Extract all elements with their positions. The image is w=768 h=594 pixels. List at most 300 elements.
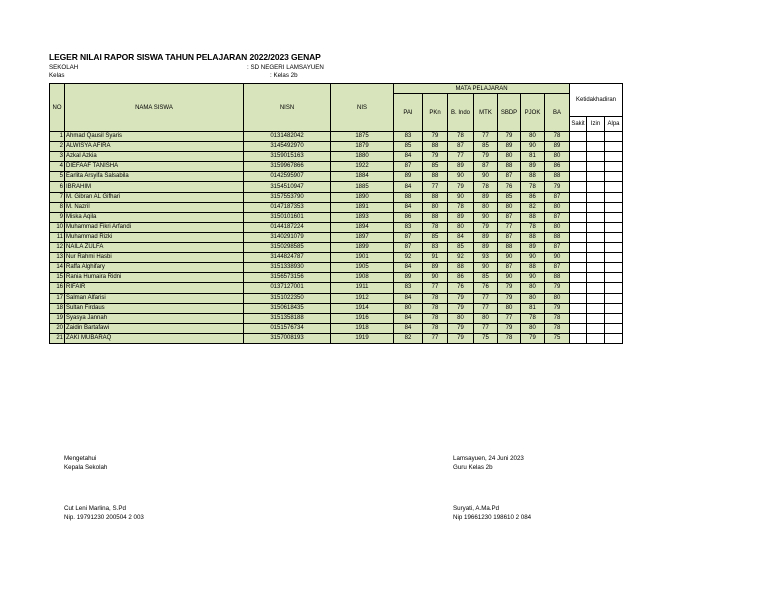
score-cell: 84 (394, 293, 423, 303)
subject-header: PAI (394, 94, 423, 132)
student-nisn: 3157008193 (244, 333, 331, 343)
absence-cell (570, 212, 587, 222)
student-name: Muhammad Rizki (65, 232, 244, 242)
score-cell: 75 (545, 333, 570, 343)
student-name: Zaidin Bartafawi (65, 323, 244, 333)
absence-cell (570, 273, 587, 283)
score-cell: 85 (423, 232, 448, 242)
score-cell: 90 (545, 253, 570, 263)
signature-left (64, 455, 107, 472)
signature-right-name (453, 505, 531, 522)
score-cell: 87 (394, 162, 423, 172)
score-cell: 77 (448, 152, 474, 162)
table-row (50, 283, 623, 293)
row-number: 13 (50, 253, 65, 263)
school-value: : SD NEGERI LAMSAYUEN (247, 64, 324, 71)
student-nis: 1890 (331, 192, 394, 202)
absence-cell (570, 182, 587, 192)
absence-cell (587, 243, 605, 253)
score-cell: 77 (423, 182, 448, 192)
score-cell: 79 (545, 303, 570, 313)
score-cell: 87 (498, 212, 521, 222)
score-cell: 90 (498, 253, 521, 263)
score-cell: 78 (423, 313, 448, 323)
student-nisn: 3157553790 (244, 192, 331, 202)
table-row (50, 253, 623, 263)
score-cell: 88 (545, 273, 570, 283)
teacher-title: Guru Kelas 2b (453, 463, 493, 471)
score-cell: 88 (498, 162, 521, 172)
absence-cell (605, 162, 623, 172)
absence-cell (587, 212, 605, 222)
score-cell: 84 (394, 182, 423, 192)
score-cell: 86 (545, 162, 570, 172)
student-nis: 1875 (331, 132, 394, 142)
score-cell: 79 (448, 182, 474, 192)
score-cell: 90 (521, 253, 545, 263)
student-nisn: 0151576734 (244, 323, 331, 333)
score-cell: 78 (448, 132, 474, 142)
col-no-header: NO (50, 84, 65, 132)
absence-cell (605, 313, 623, 323)
absence-cell (605, 212, 623, 222)
score-cell: 79 (423, 132, 448, 142)
absence-cell (605, 182, 623, 192)
table-row (50, 162, 623, 172)
score-cell: 80 (545, 293, 570, 303)
teacher-nip: Nip 19661230 198610 2 084 (453, 513, 532, 521)
table-row (50, 132, 623, 142)
student-nisn: 0142595907 (244, 172, 331, 182)
absence-cell (605, 142, 623, 152)
score-cell: 83 (394, 132, 423, 142)
score-cell: 79 (474, 152, 498, 162)
headmaster-name: Cut Leni Marlina, S.Pd (64, 505, 126, 512)
score-cell: 90 (474, 263, 498, 273)
score-cell: 90 (448, 192, 474, 202)
table-row (50, 192, 623, 202)
score-cell: 85 (394, 142, 423, 152)
absence-cell (605, 152, 623, 162)
score-cell: 78 (474, 182, 498, 192)
student-name: ALWISYA AFIRA (65, 142, 244, 152)
row-number: 6 (50, 182, 65, 192)
absence-cell (587, 303, 605, 313)
score-cell: 80 (423, 202, 448, 212)
signature-left-name (64, 505, 144, 522)
absence-cell (587, 232, 605, 242)
score-cell: 79 (545, 283, 570, 293)
absence-cell (605, 263, 623, 273)
col-nisn-header: NISN (244, 84, 331, 132)
score-cell: 77 (474, 293, 498, 303)
absence-cell (587, 202, 605, 212)
acknowledge-text: Mengetahui (64, 455, 97, 462)
score-cell: 75 (474, 333, 498, 343)
class-label: Kelas (49, 72, 65, 79)
absence-absent-header: Alpa (605, 117, 623, 132)
score-cell: 82 (521, 202, 545, 212)
score-cell: 78 (521, 182, 545, 192)
table-row (50, 202, 623, 212)
score-cell: 78 (521, 313, 545, 323)
student-name: ZAKI MUBARAQ (65, 333, 244, 343)
student-nis: 1911 (331, 283, 394, 293)
absence-cell (605, 192, 623, 202)
score-cell: 81 (521, 152, 545, 162)
score-cell: 85 (498, 192, 521, 202)
absence-cell (570, 293, 587, 303)
absence-cell (570, 313, 587, 323)
student-name: RIFAIR (65, 283, 244, 293)
row-number: 16 (50, 283, 65, 293)
absence-cell (570, 263, 587, 273)
absence-sick-header: Sakit (570, 117, 587, 132)
absence-cell (587, 273, 605, 283)
score-cell: 88 (521, 172, 545, 182)
absence-cell (587, 182, 605, 192)
score-cell: 90 (474, 212, 498, 222)
student-nis: 1918 (331, 323, 394, 333)
score-cell: 88 (394, 192, 423, 202)
table-row (50, 303, 623, 313)
student-nisn: 3140291079 (244, 232, 331, 242)
score-cell: 77 (498, 313, 521, 323)
student-name: Syasya Jannah (65, 313, 244, 323)
score-cell: 80 (521, 283, 545, 293)
score-cell: 79 (474, 222, 498, 232)
score-cell: 87 (498, 232, 521, 242)
absence-cell (605, 222, 623, 232)
table-row (50, 172, 623, 182)
absence-cell (587, 253, 605, 263)
student-nisn: 3144824787 (244, 253, 331, 263)
score-cell: 78 (423, 222, 448, 232)
score-cell: 79 (545, 182, 570, 192)
score-cell: 87 (394, 232, 423, 242)
score-cell: 92 (448, 253, 474, 263)
table-row (50, 313, 623, 323)
student-nisn: 3151338930 (244, 263, 331, 273)
student-nis: 1879 (331, 142, 394, 152)
absence-cell (587, 293, 605, 303)
absence-cell (587, 162, 605, 172)
score-cell: 89 (521, 243, 545, 253)
subject-header: BA (545, 94, 570, 132)
student-nis: 1880 (331, 152, 394, 162)
student-name: Ahmad Qausil Syaris (65, 132, 244, 142)
absence-cell (570, 202, 587, 212)
absence-cell (605, 172, 623, 182)
grades-table (49, 83, 623, 344)
score-cell: 87 (545, 192, 570, 202)
score-cell: 91 (423, 253, 448, 263)
score-cell: 90 (498, 273, 521, 283)
score-cell: 84 (394, 202, 423, 212)
row-number: 11 (50, 232, 65, 242)
score-cell: 88 (521, 232, 545, 242)
score-cell: 83 (394, 222, 423, 232)
score-cell: 88 (545, 232, 570, 242)
score-cell: 80 (545, 222, 570, 232)
row-number: 19 (50, 313, 65, 323)
score-cell: 76 (474, 283, 498, 293)
student-name: Nur Rahmi Hasbi (65, 253, 244, 263)
row-number: 14 (50, 263, 65, 273)
table-row (50, 323, 623, 333)
row-number: 12 (50, 243, 65, 253)
score-cell: 80 (498, 202, 521, 212)
table-row (50, 212, 623, 222)
absence-cell (570, 132, 587, 142)
score-cell: 77 (474, 323, 498, 333)
subject-header: PJOK (521, 94, 545, 132)
score-cell: 80 (521, 323, 545, 333)
table-row (50, 142, 623, 152)
absence-cell (570, 333, 587, 343)
score-cell: 89 (448, 162, 474, 172)
student-name: M. Gibran AL Gifhari (65, 192, 244, 202)
row-number: 18 (50, 303, 65, 313)
score-cell: 76 (448, 283, 474, 293)
score-cell: 78 (545, 323, 570, 333)
student-nisn: 0147187353 (244, 202, 331, 212)
score-cell: 87 (545, 263, 570, 273)
score-cell: 80 (448, 313, 474, 323)
student-name: Miska Aqila (65, 212, 244, 222)
absence-cell (587, 192, 605, 202)
score-cell: 79 (498, 323, 521, 333)
class-value: : Kelas 2b (270, 72, 298, 79)
row-number: 15 (50, 273, 65, 283)
score-cell: 81 (521, 303, 545, 313)
student-nisn: 3159015163 (244, 152, 331, 162)
absence-cell (587, 263, 605, 273)
row-number: 4 (50, 162, 65, 172)
score-cell: 88 (498, 243, 521, 253)
table-row (50, 222, 623, 232)
absence-cell (605, 303, 623, 313)
student-nis: 1905 (331, 263, 394, 273)
page-title: LEGER NILAI RAPOR SISWA TAHUN PELAJARAN 2022/2023 GENAP (49, 52, 321, 62)
score-cell: 79 (448, 333, 474, 343)
score-cell: 77 (474, 303, 498, 313)
absence-cell (570, 192, 587, 202)
student-nisn: 3151022350 (244, 293, 331, 303)
student-nis: 1885 (331, 182, 394, 192)
score-cell: 85 (423, 162, 448, 172)
row-number: 20 (50, 323, 65, 333)
score-cell: 80 (521, 132, 545, 142)
absence-cell (605, 283, 623, 293)
score-cell: 77 (498, 222, 521, 232)
row-number: 1 (50, 132, 65, 142)
score-cell: 89 (394, 172, 423, 182)
absence-cell (587, 283, 605, 293)
absence-cell (570, 283, 587, 293)
score-cell: 87 (474, 162, 498, 172)
score-cell: 89 (423, 263, 448, 273)
score-cell: 78 (423, 303, 448, 313)
score-cell: 78 (448, 202, 474, 212)
score-cell: 82 (394, 333, 423, 343)
student-nis: 1897 (331, 232, 394, 242)
score-cell: 84 (448, 232, 474, 242)
score-cell: 87 (498, 263, 521, 273)
score-cell: 80 (498, 303, 521, 313)
row-number: 7 (50, 192, 65, 202)
student-name: Sultan Firdaus (65, 303, 244, 313)
table-row (50, 293, 623, 303)
student-nis: 1899 (331, 243, 394, 253)
student-nis: 1916 (331, 313, 394, 323)
absence-cell (570, 222, 587, 232)
score-cell: 78 (521, 222, 545, 232)
score-cell: 88 (423, 142, 448, 152)
score-cell: 88 (521, 212, 545, 222)
score-cell: 89 (498, 142, 521, 152)
absence-group-header: Ketidakhadiran (570, 84, 623, 117)
student-nis: 1891 (331, 202, 394, 212)
score-cell: 89 (474, 243, 498, 253)
student-nis: 1912 (331, 293, 394, 303)
score-cell: 88 (423, 212, 448, 222)
student-nisn: 3156573156 (244, 273, 331, 283)
student-nisn: 3145492970 (244, 142, 331, 152)
score-cell: 86 (394, 212, 423, 222)
table-row (50, 273, 623, 283)
student-nis: 1908 (331, 273, 394, 283)
student-nis: 1894 (331, 222, 394, 232)
student-nisn: 3150618435 (244, 303, 331, 313)
score-cell: 79 (448, 303, 474, 313)
teacher-name: Suryati, A.Ma.Pd (453, 505, 500, 512)
score-cell: 88 (423, 192, 448, 202)
score-cell: 78 (423, 323, 448, 333)
score-cell: 90 (521, 273, 545, 283)
absence-cell (605, 323, 623, 333)
score-cell: 78 (498, 333, 521, 343)
absence-cell (605, 232, 623, 242)
score-cell: 83 (394, 283, 423, 293)
subjects-group-header: MATA PELAJARAN (394, 84, 570, 94)
absence-cell (587, 323, 605, 333)
score-cell: 89 (448, 212, 474, 222)
row-number: 9 (50, 212, 65, 222)
score-cell: 88 (545, 172, 570, 182)
score-cell: 90 (474, 172, 498, 182)
score-cell: 78 (545, 313, 570, 323)
absence-cell (570, 243, 587, 253)
score-cell: 87 (394, 243, 423, 253)
student-nis: 1914 (331, 303, 394, 313)
student-name: Muhammad Fikri Arfandi (65, 222, 244, 232)
score-cell: 85 (474, 142, 498, 152)
score-cell: 86 (448, 273, 474, 283)
score-cell: 89 (474, 192, 498, 202)
student-name: NAILA ZULFA (65, 243, 244, 253)
row-number: 2 (50, 142, 65, 152)
table-row (50, 263, 623, 273)
student-nisn: 3154510947 (244, 182, 331, 192)
absence-permit-header: Izin (587, 117, 605, 132)
score-cell: 89 (545, 142, 570, 152)
score-cell: 87 (545, 243, 570, 253)
absence-cell (570, 162, 587, 172)
score-cell: 78 (423, 293, 448, 303)
score-cell: 90 (521, 142, 545, 152)
score-cell: 80 (545, 152, 570, 162)
headmaster-nip: Nip. 19791230 200504 2 003 (64, 513, 144, 521)
score-cell: 87 (545, 212, 570, 222)
absence-cell (605, 202, 623, 212)
absence-cell (587, 313, 605, 323)
absence-cell (605, 132, 623, 142)
student-name: DIEFAAF TANISHA (65, 162, 244, 172)
absence-cell (570, 142, 587, 152)
absence-cell (570, 253, 587, 263)
absence-cell (605, 253, 623, 263)
score-cell: 89 (521, 162, 545, 172)
score-cell: 90 (423, 273, 448, 283)
score-cell: 80 (545, 202, 570, 212)
score-cell: 79 (498, 293, 521, 303)
student-name: Rania Humaira Ridni (65, 273, 244, 283)
score-cell: 84 (394, 313, 423, 323)
student-nisn: 3150101601 (244, 212, 331, 222)
score-cell: 83 (423, 243, 448, 253)
student-name: Salman Alfarisi (65, 293, 244, 303)
score-cell: 88 (423, 172, 448, 182)
score-cell: 84 (394, 323, 423, 333)
subject-header: B. Indo (448, 94, 474, 132)
table-row (50, 243, 623, 253)
score-cell: 80 (521, 293, 545, 303)
col-name-header: NAMA SISWA (65, 84, 244, 132)
score-cell: 79 (498, 283, 521, 293)
table-row (50, 182, 623, 192)
score-cell: 77 (423, 283, 448, 293)
score-cell: 77 (474, 132, 498, 142)
absence-cell (587, 142, 605, 152)
absence-cell (570, 303, 587, 313)
score-cell: 79 (448, 293, 474, 303)
row-number: 5 (50, 172, 65, 182)
subject-header: SBDP (498, 94, 521, 132)
score-cell: 80 (474, 313, 498, 323)
score-cell: 89 (394, 273, 423, 283)
score-cell: 79 (423, 152, 448, 162)
score-cell: 85 (448, 243, 474, 253)
score-cell: 80 (474, 202, 498, 212)
score-cell: 77 (423, 333, 448, 343)
student-nisn: 3159967866 (244, 162, 331, 172)
score-cell: 87 (448, 142, 474, 152)
student-nisn: 3150298585 (244, 243, 331, 253)
score-cell: 84 (394, 263, 423, 273)
absence-cell (570, 232, 587, 242)
score-cell: 76 (498, 182, 521, 192)
row-number: 8 (50, 202, 65, 212)
score-cell: 92 (394, 253, 423, 263)
score-cell: 80 (394, 303, 423, 313)
student-nis: 1901 (331, 253, 394, 263)
score-cell: 90 (448, 172, 474, 182)
student-name: Azkal Azkia (65, 152, 244, 162)
score-cell: 84 (394, 152, 423, 162)
student-nis: 1884 (331, 172, 394, 182)
absence-cell (587, 222, 605, 232)
